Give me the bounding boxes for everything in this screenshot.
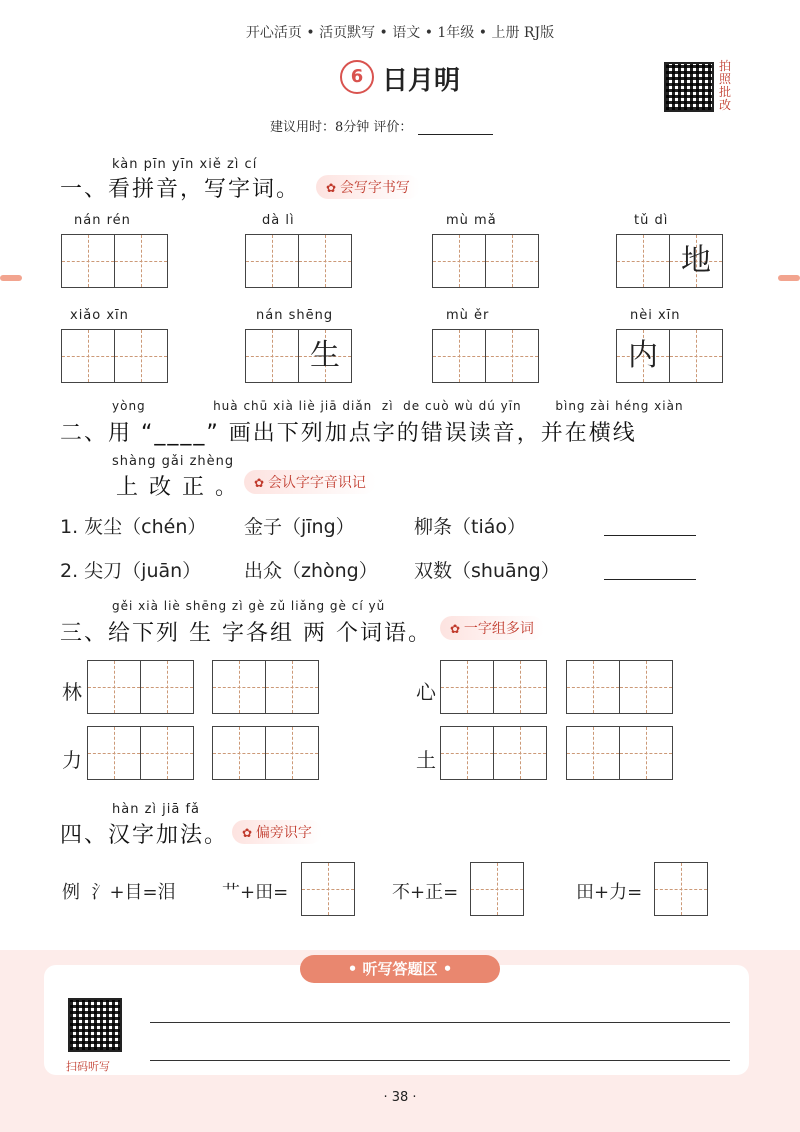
left-edge-tab	[0, 275, 22, 281]
sec3-tag: ✿ 一字组多词	[440, 616, 544, 640]
answer-cell[interactable]	[301, 862, 355, 916]
add-equation: 艹+田=	[222, 882, 289, 903]
word-grid[interactable]	[87, 726, 194, 780]
item-pinyin: nán shēng	[256, 308, 334, 323]
sec1-tag: ✿ 会写字书写	[316, 175, 420, 199]
item-pinyin: mù ěr	[446, 308, 490, 323]
answer-blank[interactable]	[604, 535, 696, 536]
q2-item: 双数（shuāng）	[414, 560, 560, 582]
item-pinyin: tǔ dì	[634, 213, 669, 228]
writing-grid[interactable]	[432, 234, 539, 288]
dictation-write-line[interactable]	[150, 1022, 730, 1023]
answer-cell[interactable]	[470, 862, 524, 916]
writing-grid[interactable]	[432, 329, 539, 383]
item-pinyin: dà lì	[262, 213, 295, 228]
sec1-pinyin: kàn pīn yīn xiě zì cí	[112, 157, 258, 172]
q2-item: 金子（jīng）	[244, 516, 355, 538]
qr-side-label: 拍照批改	[718, 59, 731, 112]
dictation-write-line[interactable]	[150, 1060, 730, 1061]
word-grid[interactable]	[566, 660, 673, 714]
dictation-qr-icon[interactable]	[68, 998, 122, 1052]
sec2-tag: ✿ 会认字字音识记	[244, 470, 376, 494]
answer-blank[interactable]	[604, 579, 696, 580]
series-header: 开心活页 • 活页默写 • 语文 • 1年级 • 上册 RJ版	[245, 25, 555, 41]
sec3-pinyin: gěi xià liè shēng zì gè zǔ liǎng gè cí yǔ	[112, 599, 386, 613]
writing-grid[interactable]	[245, 234, 352, 288]
base-char: 土	[416, 748, 436, 772]
right-edge-tab	[778, 275, 800, 281]
time-evaluation-line	[270, 116, 493, 135]
base-char: 力	[62, 748, 82, 772]
word-grid[interactable]	[566, 726, 673, 780]
sec1-title: 一、看拼音，写字词。	[60, 177, 301, 202]
writing-grid[interactable]	[61, 329, 168, 383]
time-label: 建议用时：8分钟 评价：	[270, 120, 413, 135]
item-pinyin: mù mǎ	[446, 213, 497, 228]
item-pinyin: xiǎo xīn	[70, 308, 129, 323]
q2-item: 2. 尖刀（juān）	[60, 560, 202, 582]
word-grid[interactable]	[212, 660, 319, 714]
writing-grid[interactable]: 生	[245, 329, 352, 383]
sec2-pinyin: yòng huà chū xià liè jiā diǎn zì de cuò wù dú yīn bìng zài héng xiàn	[112, 399, 684, 413]
word-grid[interactable]	[440, 726, 547, 780]
writing-grid[interactable]: 地	[616, 234, 723, 288]
add-equation: 田+力=	[576, 882, 643, 903]
base-char: 心	[416, 680, 436, 704]
evaluation-blank[interactable]	[418, 120, 493, 135]
scan-label: 扫码听写	[66, 1060, 110, 1073]
sec4-pinyin: hàn zì jiā fǎ	[112, 802, 201, 817]
sec3-title: 三、给下列 生 字各组 两 个词语。	[60, 621, 432, 646]
word-grid[interactable]	[440, 660, 547, 714]
sec2-title-line1: 二、用 “____” 画出下列加点字的错误读音，并在横线	[60, 421, 637, 446]
q2-item: 1. 灰尘（chén）	[60, 516, 207, 538]
item-pinyin: nán rén	[74, 213, 131, 228]
lesson-number-badge: 6	[340, 60, 374, 94]
word-grid[interactable]	[87, 660, 194, 714]
dictation-banner: • 听写答题区 •	[300, 955, 500, 983]
lesson-title: 日月明	[382, 66, 461, 96]
qr-code-icon[interactable]	[664, 62, 714, 112]
q2-item: 柳条（tiáo）	[414, 516, 526, 538]
q2-item: 出众（zhòng）	[244, 560, 378, 582]
page-number: · 38 ·	[383, 1090, 417, 1105]
writing-grid[interactable]	[61, 234, 168, 288]
answer-cell[interactable]	[654, 862, 708, 916]
sec2-title-line2: 上 改 正 。	[116, 475, 239, 500]
sec4-title: 四、汉字加法。	[60, 823, 229, 848]
sec4-tag: ✿ 偏旁识字	[232, 820, 322, 844]
sec2-pinyin-line2: shàng gǎi zhèng	[112, 454, 235, 469]
word-grid[interactable]	[212, 726, 319, 780]
writing-grid[interactable]: 内	[616, 329, 723, 383]
item-pinyin: nèi xīn	[630, 308, 681, 323]
base-char: 林	[62, 680, 82, 704]
add-equation: 不+正=	[392, 882, 459, 903]
example-equation: 例 氵+目=泪	[62, 882, 176, 903]
